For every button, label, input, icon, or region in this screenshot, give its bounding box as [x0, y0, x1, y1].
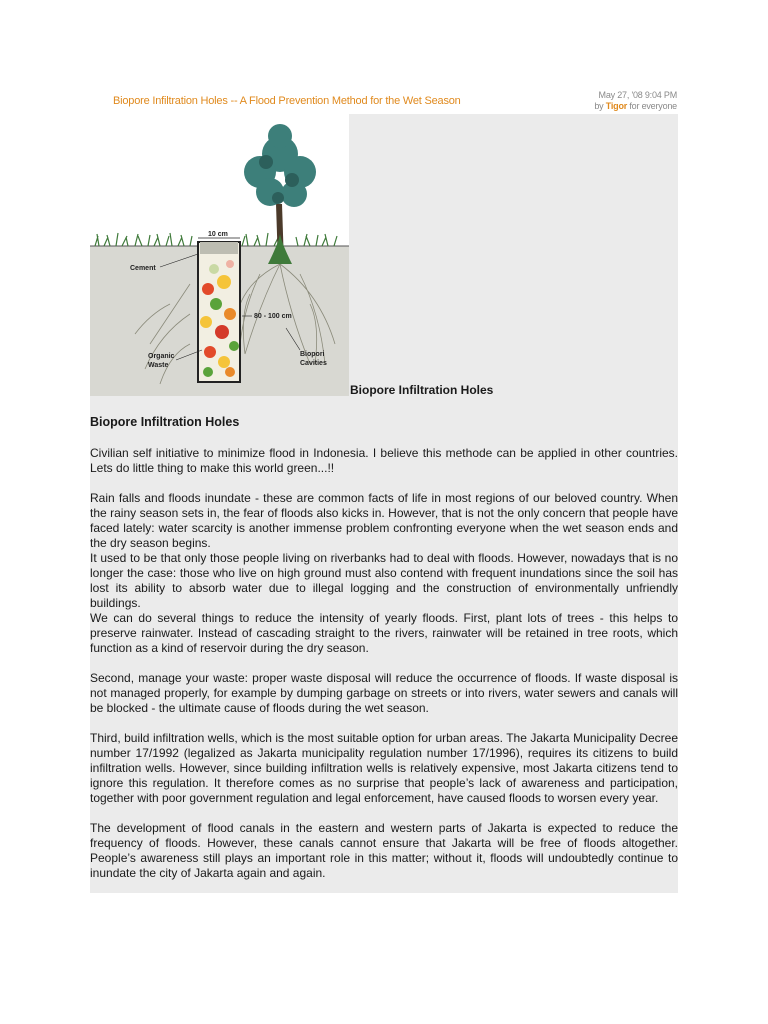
paragraph-wells: Third, build infiltration wells, which is the most suitable option for urban areas. The Jakarta Municipality Decree number 17/1992 (legalized as Jakarta municipality regulation number 17/1996), requires its citizens to build infiltration wells. However, since building infiltration wells is relatively expensive, most Jakarta citizens tend to ignore this regulation. It therefore comes as no surprise that people’s lack of awareness and participation, together with poor government regulation and legal enforcement, have caused floods to worsen every year.: [90, 731, 678, 805]
label-width: 10 cm: [208, 231, 228, 238]
paragraph-waste: Second, manage your waste: proper waste disposal will reduce the occurrence of floods. If waste disposal is not managed properly, for example by dumping garbage on streets or into rivers, water sewers and canals will be blocked - the ultimate cause of floods during the wet season.: [90, 671, 678, 715]
paragraph-trees: We can do several things to reduce the intensity of yearly floods. First, plant lots of trees - this helps to preserve rainwater. Instead of cascading straight to the rivers, rainwater will be retained in tree roots, which function as a kind of reservoir during the dry season.: [90, 611, 678, 655]
paragraph-riverbanks: It used to be that only those people living on riverbanks had to deal with floods. However, nowadays that is no longer the case: those who live on high ground must also contend with frequent inundations since the soil has lost its ability to absorb water due to illegal logging and the construction of environmentally unfriendly buildings.: [90, 551, 678, 610]
post-meta: [560, 90, 677, 112]
figure-caption: Biopore Infiltration Holes: [350, 383, 494, 397]
label-cement: Cement: [130, 265, 156, 272]
article-heading: Biopore Infiltration Holes: [90, 415, 240, 429]
label-biopori: Biopori: [300, 351, 325, 358]
label-waste: Waste: [148, 362, 169, 369]
post-byline: by Tigor for everyone: [594, 101, 677, 111]
paragraph-canals: The development of flood canals in the eastern and western parts of Jakarta is expected to reduce the frequency of floods. However, these canals cannot ensure that Jakarta will be free of floods altogether. People’s awareness still plays an important role in this matter; without it, floods will undoubtedly continue to inundate the city of Jakarta again and again.: [90, 821, 678, 880]
paragraph-rain: Rain falls and floods inundate - these are common facts of life in most regions of our beloved country. When the rainy season sets in, the fear of floods also kicks in. However, that is not the only concern that people have faced lately: water scarcity is another immense problem confronting everyone when the wet season ends and the dry season begins.: [90, 491, 678, 550]
post-title[interactable]: Biopore Infiltration Holes -- A Flood Prevention Method for the Wet Season: [113, 95, 461, 107]
label-cavities: Cavities: [300, 360, 327, 367]
biopore-diagram: [90, 114, 349, 396]
author-link[interactable]: Tigor: [605, 101, 628, 111]
label-organic: Organic: [148, 353, 175, 360]
post-date: May 27, '08 9:04 PM: [598, 90, 677, 100]
paragraph-intro: Civilian self initiative to minimize flood in Indonesia. I believe this methode can be applied in other countries. Lets do little thing to make this world green...!!: [90, 446, 678, 475]
article-body: [90, 414, 678, 881]
label-depth: 80 - 100 cm: [254, 313, 292, 320]
